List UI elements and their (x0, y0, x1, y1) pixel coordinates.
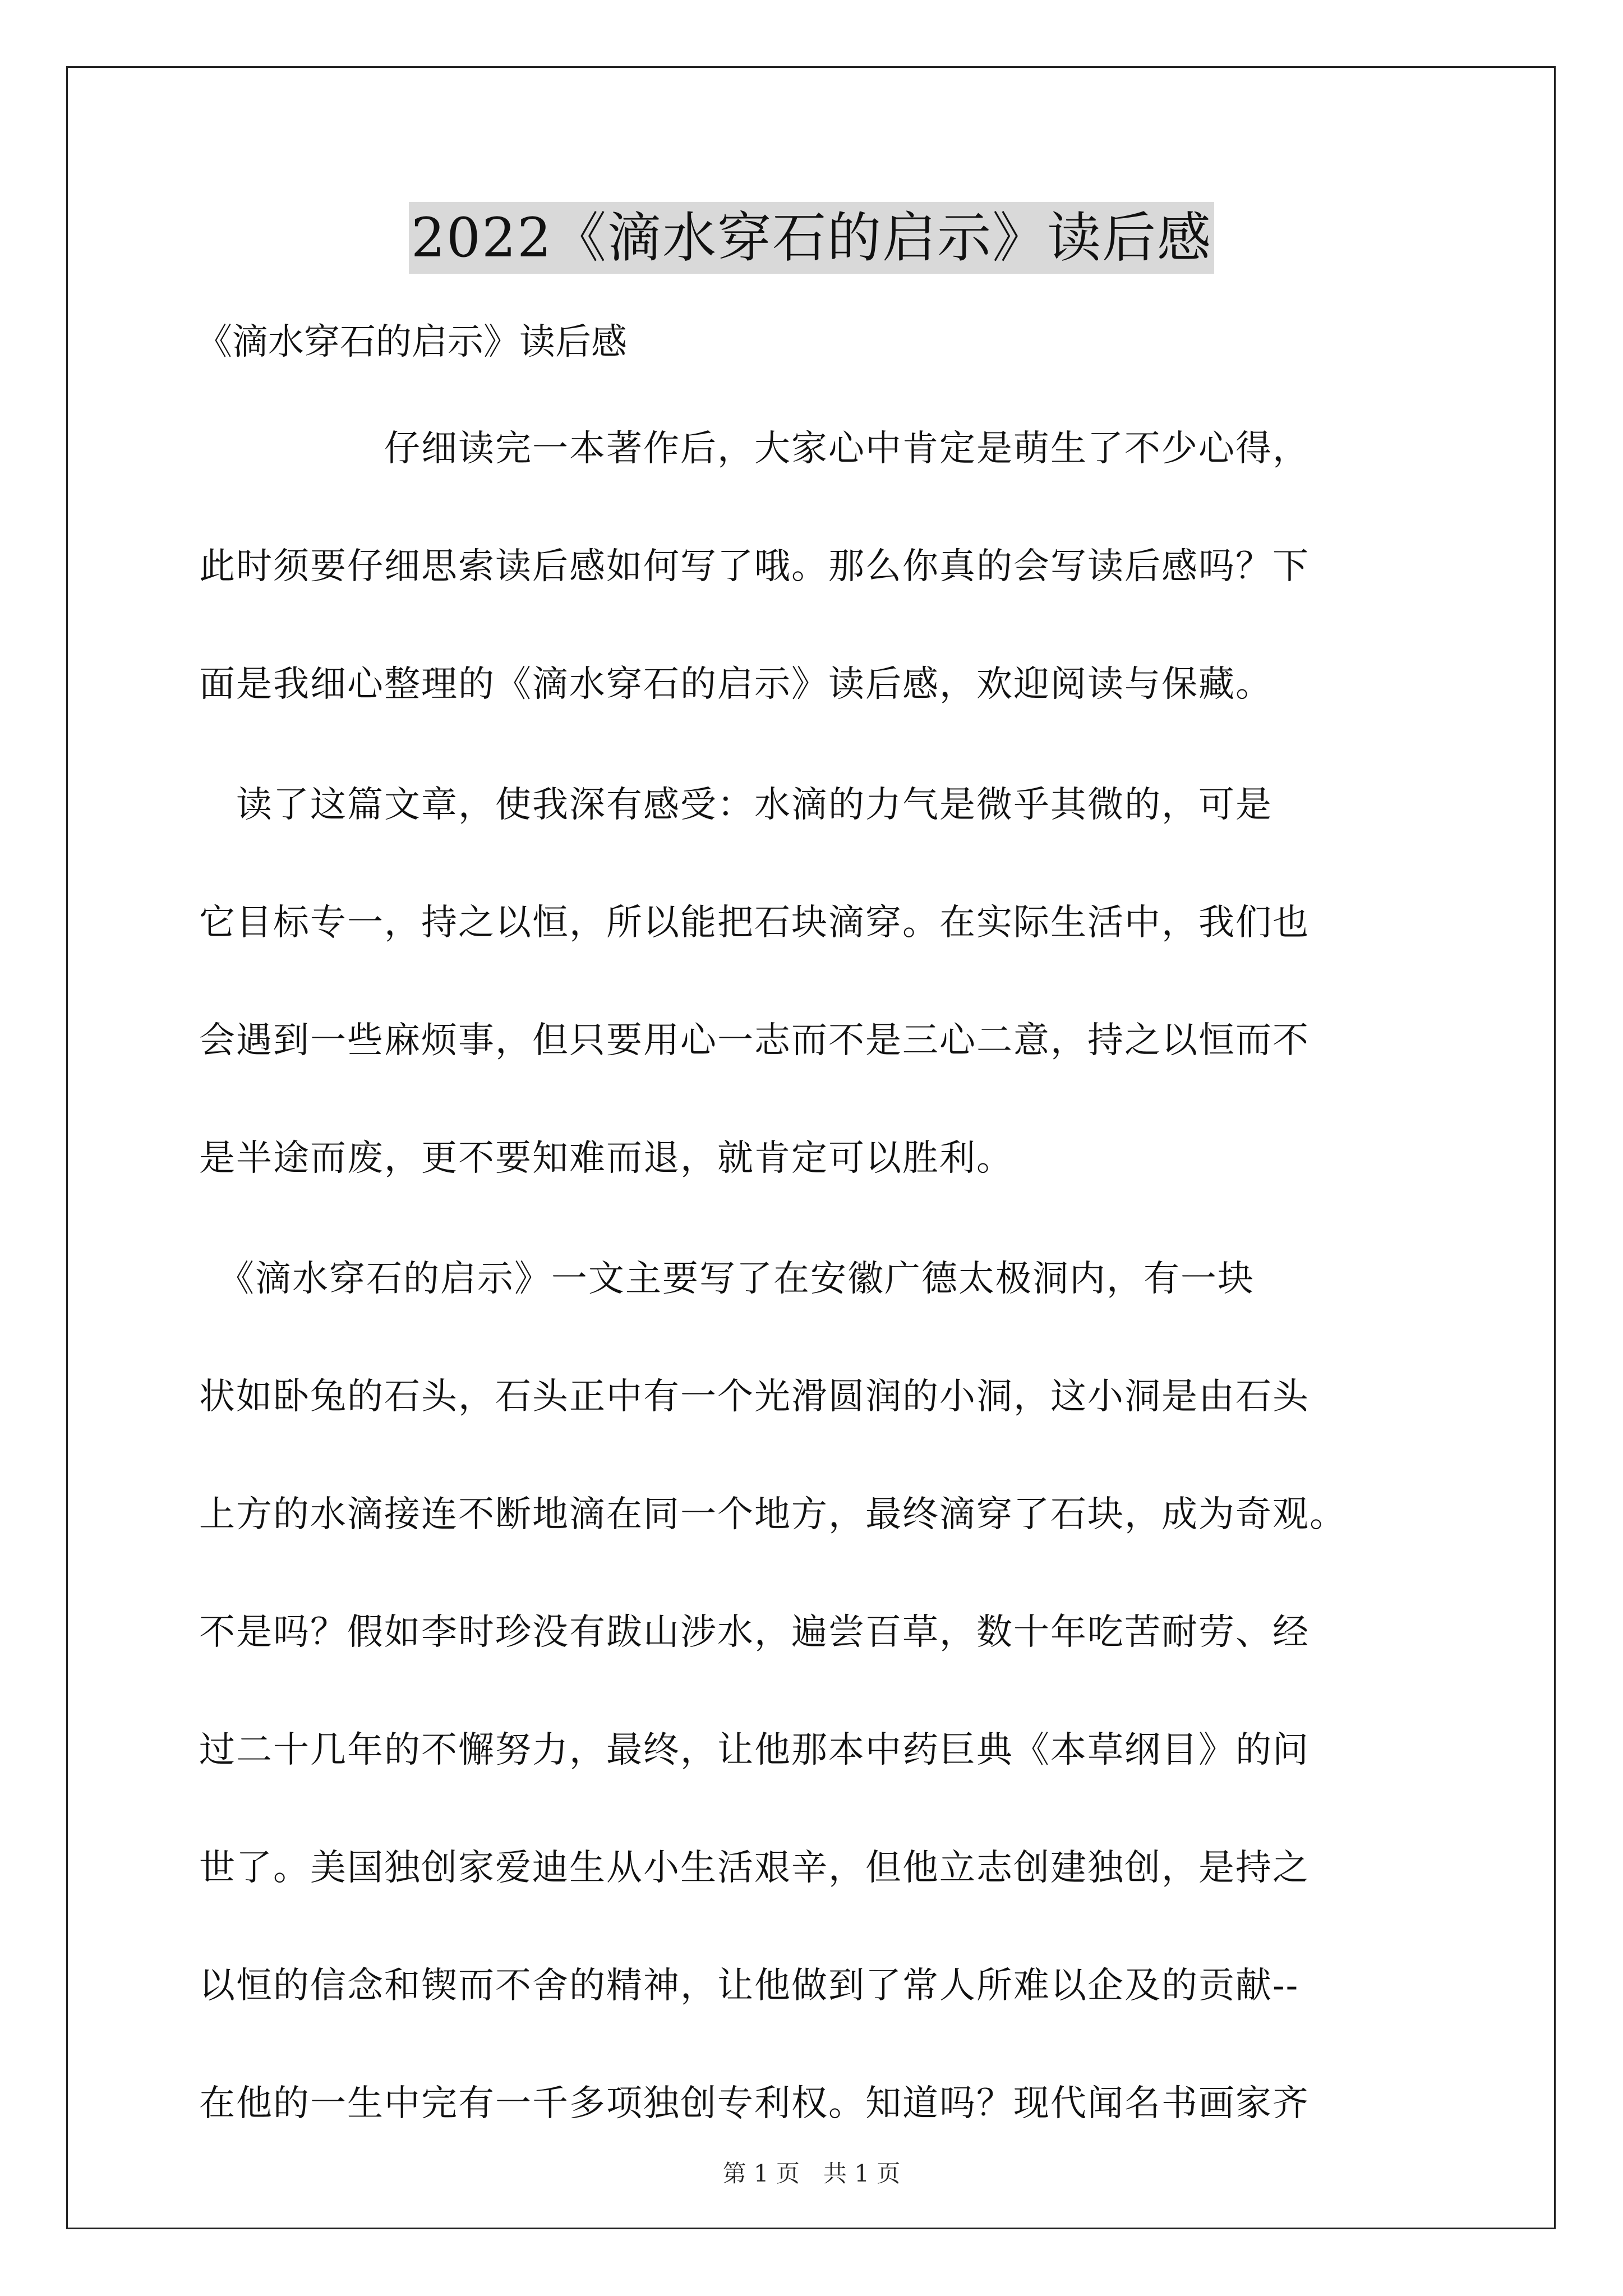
body-line: 会遇到一些麻烦事，但只要用心一志而不是三心二意，持之以恒而不 (199, 1020, 1310, 1061)
title-container (0, 202, 1623, 274)
body-line: 以恒的信念和锲而不舍的精神，让他做到了常人所难以企及的贡献-- (199, 1965, 1299, 2007)
document-title: 2022《滴水穿石的启示》读后感 (409, 202, 1214, 274)
body-line: 是半途而废，更不要知难而退，就肯定可以胜利。 (199, 1138, 1013, 1179)
body-line: 世了。美国独创家爱迪生从小生活艰辛，但他立志创建独创，是持之 (199, 1847, 1310, 1889)
body-line: 不是吗？假如李时珍没有跋山涉水，遍尝百草，数十年吃苦耐劳、经 (199, 1612, 1310, 1653)
body-line: 仔细读完一本著作后，大家心中肯定是萌生了不少心得， (199, 428, 1310, 470)
body-line: 上方的水滴接连不断地滴在同一个地方，最终滴穿了石块，成为奇观。 (199, 1494, 1347, 1535)
body-line: 它目标专一，持之以恒，所以能把石块滴穿。在实际生活中，我们也 (199, 902, 1310, 944)
body-line: 面是我细心整理的《滴水穿石的启示》读后感，欢迎阅读与保藏。 (199, 664, 1272, 705)
document-subtitle: 《滴水穿石的启示》读后感 (196, 321, 627, 363)
body-line: 在他的一生中完有一千多项独创专利权。知道吗？现代闻名书画家齐 (199, 2083, 1310, 2124)
body-line: 状如卧兔的石头，石头正中有一个光滑圆润的小洞，这小洞是由石头 (199, 1376, 1310, 1418)
body-line: 《滴水穿石的启示》一文主要写了在安徽广德太极洞内，有一块 (199, 1258, 1255, 1300)
body-line: 读了这篇文章，使我深有感受：水滴的力气是微乎其微的，可是 (199, 784, 1272, 826)
body-line: 过二十几年的不懈努力，最终，让他那本中药巨典《本草纲目》的问 (199, 1729, 1310, 1771)
page-number-footer: 第 1 页 共 1 页 (722, 2160, 901, 2187)
body-line: 此时须要仔细思索读后感如何写了哦。那么你真的会写读后感吗？下 (199, 546, 1310, 587)
